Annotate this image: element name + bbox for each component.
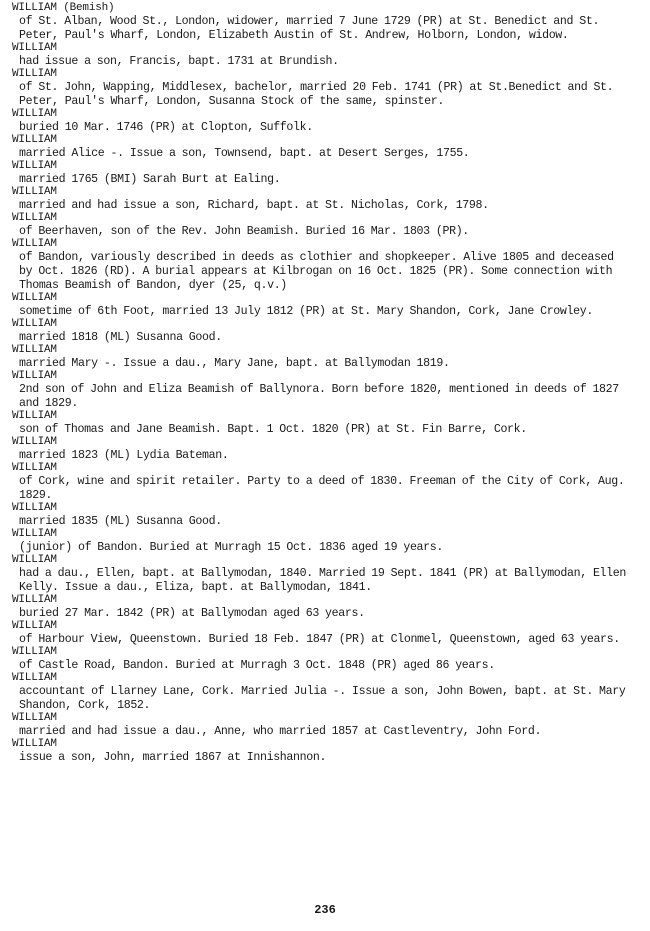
entry-text: of Bandon, variously described in deeds as clothier and shopkeeper. Alive 1805 and deceased by Oct. 1826 (RD). A burial appears at Kilbrogan on 16 Oct. 1825 (PR). Some connection with Thomas Beamish of Bandon, dyer (25, q.v.) — [19, 251, 614, 292]
entry-text: married 1835 (ML) Susanna Good. — [19, 515, 222, 528]
entry-heading: WILLIAM — [12, 646, 57, 658]
entry-heading: WILLIAM — [12, 594, 57, 606]
entry-14 — [12, 411, 634, 437]
entry-24 — [12, 713, 634, 739]
entry-heading: WILLIAM — [12, 738, 57, 750]
entry-10 — [12, 293, 634, 319]
entry-heading: WILLIAM — [12, 370, 57, 382]
entry-13 — [12, 371, 634, 411]
entry-11 — [12, 319, 634, 345]
entry-18 — [12, 529, 634, 555]
entry-heading: WILLIAM — [12, 554, 57, 566]
entry-text: married and had issue a dau., Anne, who married 1857 at Castleventry, John Ford. — [19, 725, 542, 738]
entry-heading: WILLIAM — [12, 238, 57, 250]
entry-5 — [12, 135, 634, 161]
entry-text: 2nd son of John and Eliza Beamish of Ballynora. Born before 1820, mentioned in deeds of 1827 and 1829. — [19, 383, 619, 410]
entry-text: married 1823 (ML) Lydia Bateman. — [19, 449, 229, 462]
entry-heading: WILLIAM — [12, 462, 57, 474]
entry-15 — [12, 437, 634, 463]
entry-3 — [12, 69, 634, 109]
entry-text: married Mary -. Issue a dau., Mary Jane, bapt. at Ballymodan 1819. — [19, 357, 450, 370]
entry-17 — [12, 503, 634, 529]
entry-text: of Beerhaven, son of the Rev. John Beamish. Buried 16 Mar. 1803 (PR). — [19, 225, 469, 238]
entry-heading: WILLIAM — [12, 344, 57, 356]
entry-2 — [12, 43, 634, 69]
entry-text: married and had issue a son, Richard, bapt. at St. Nicholas, Cork, 1798. — [19, 199, 489, 212]
entry-text: of St. John, Wapping, Middlesex, bachelor, married 20 Feb. 1741 (PR) at St.Benedict and St. Peter, Paul's Wharf, London, Susanna Stock of the same, spinster. — [19, 81, 614, 108]
entry-text: son of Thomas and Jane Beamish. Bapt. 1 Oct. 1820 (PR) at St. Fin Barre, Cork. — [19, 423, 527, 436]
entry-text: buried 10 Mar. 1746 (PR) at Clopton, Suffolk. — [19, 121, 313, 134]
entry-12 — [12, 345, 634, 371]
entry-heading: WILLIAM — [12, 502, 57, 514]
entry-heading: WILLIAM — [12, 436, 57, 448]
entry-22 — [12, 647, 634, 673]
entry-heading: WILLIAM — [12, 108, 57, 120]
entry-heading: WILLIAM — [12, 620, 57, 632]
entry-text: of Castle Road, Bandon. Buried at Murragh 3 Oct. 1848 (PR) aged 86 years. — [19, 659, 495, 672]
entry-heading: WILLIAM — [12, 212, 57, 224]
entry-heading: WILLIAM — [12, 712, 57, 724]
entry-21 — [12, 621, 634, 647]
entry-text: of Harbour View, Queenstown. Buried 18 Feb. 1847 (PR) at Clonmel, Queenstown, aged 63 years. — [19, 633, 620, 646]
entry-20 — [12, 595, 634, 621]
entry-text: buried 27 Mar. 1842 (PR) at Ballymodan aged 63 years. — [19, 607, 365, 620]
entry-text: had issue a son, Francis, bapt. 1731 at Brundish. — [19, 55, 339, 68]
entry-19 — [12, 555, 634, 595]
entry-heading: WILLIAM — [12, 410, 57, 422]
entry-text: (junior) of Bandon. Buried at Murragh 15 Oct. 1836 aged 19 years. — [19, 541, 443, 554]
entry-text: married 1818 (ML) Susanna Good. — [19, 331, 222, 344]
entry-heading: WILLIAM — [12, 160, 57, 172]
entry-heading: WILLIAM — [12, 68, 57, 80]
entry-heading: WILLIAM — [12, 134, 57, 146]
entry-7 — [12, 187, 634, 213]
entry-heading: WILLIAM — [12, 292, 57, 304]
entry-text: accountant of Llarney Lane, Cork. Married Julia -. Issue a son, John Bowen, bapt. at St. Mary Shandon, Cork, 1852. — [19, 685, 626, 712]
entry-heading: WILLIAM — [12, 42, 57, 54]
entry-heading: WILLIAM — [12, 672, 57, 684]
entry-1 — [12, 3, 634, 43]
entry-text: of Cork, wine and spirit retailer. Party to a deed of 1830. Freeman of the City of Cork, Aug. 1829. — [19, 475, 625, 502]
page-number: 236 — [314, 903, 336, 917]
entry-text: issue a son, John, married 1867 at Innishannon. — [19, 751, 327, 764]
entry-heading: WILLIAM — [12, 318, 57, 330]
entry-heading: WILLIAM — [12, 186, 57, 198]
entry-8 — [12, 213, 634, 239]
entry-text: married 1765 (BMI) Sarah Burt at Ealing. — [19, 173, 281, 186]
entry-text: had a dau., Ellen, bapt. at Ballymodan, 1840. Married 19 Sept. 1841 (PR) at Ballymodan, Ellen Kelly. Issue a dau., Eliza, bapt. at Ballymodan, 1841. — [19, 567, 626, 594]
entry-16 — [12, 463, 634, 503]
entry-text: married Alice -. Issue a son, Townsend, bapt. at Desert Serges, 1755. — [19, 147, 470, 160]
entry-9 — [12, 239, 634, 293]
entry-25 — [12, 739, 634, 765]
entry-23 — [12, 673, 634, 713]
entry-6 — [12, 161, 634, 187]
entry-text: sometime of 6th Foot, married 13 July 1812 (PR) at St. Mary Shandon, Cork, Jane Crowley. — [19, 305, 593, 318]
entry-heading: WILLIAM — [12, 528, 57, 540]
entry-text: of St. Alban, Wood St., London, widower, married 7 June 1729 (PR) at St. Benedict and St. Peter, Paul's Wharf, London, Elizabeth Austin of St. Andrew, Holborn, London, widow. — [19, 15, 600, 42]
entry-4 — [12, 109, 634, 135]
entry-heading: WILLIAM (Bemish) — [12, 2, 115, 14]
